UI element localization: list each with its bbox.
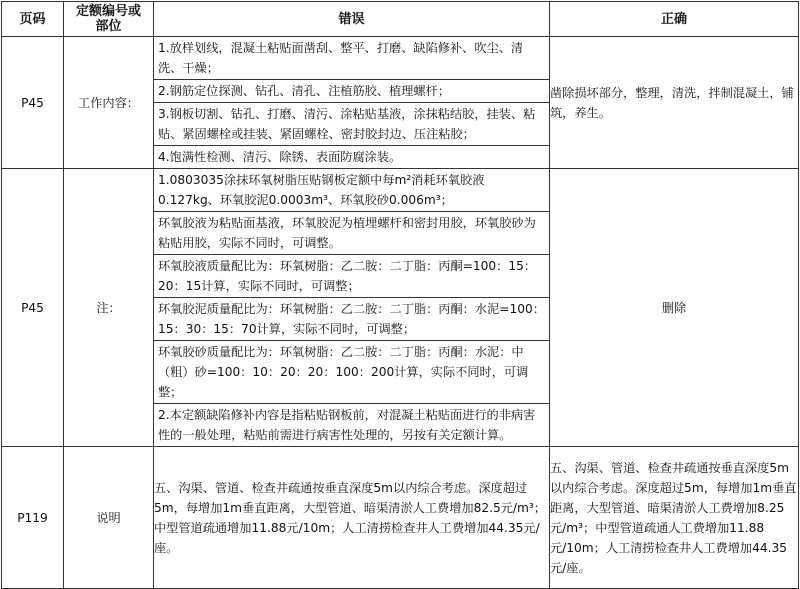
row-correct: 删除	[550, 169, 799, 447]
header-correct: 正确	[550, 2, 799, 37]
error-item: 3.钢板切割、钻孔、打磨、清污、涂粘贴基液，涂抹粘结胶，挂装、粘贴、紧固螺栓或挂装、紧固螺栓、密封胶封边、压注粘胶；	[154, 103, 549, 146]
table-row	[2, 169, 799, 447]
row-part: 工作内容：	[64, 37, 154, 169]
table-row	[2, 37, 799, 169]
row-correct: 凿除损坏部分，整理，清洗，拌制混凝土，铺筑，养生。	[550, 37, 799, 169]
error-item: 2.钢筋定位探测、钻孔、清孔、注植筋胶、植理螺杆；	[154, 80, 549, 103]
row-page: P119	[2, 447, 64, 589]
row-page: P45	[2, 37, 64, 169]
header-error: 错误	[154, 2, 550, 37]
error-item: 4.饱满性检测、清污、除锈、表面防腐涂装。	[158, 150, 402, 164]
row-errors	[154, 447, 550, 589]
error-item: 1.放样划线，混凝土粘贴面凿刮、整平、打磨、缺陷修补、吹尘、清洗、干燥；	[154, 37, 549, 80]
row-errors	[154, 37, 550, 169]
error-item: 五、沟渠、管道、检查井疏通按垂直深度5m以内综合考虑。深度超过5m，每增加1m垂直距离，大型管道、暗渠清淤人工费增加82.5元/m³；中型管道疏通增加11.88元/10m；人工清捞检查井人工费增加44.35元/座。	[154, 480, 546, 555]
error-item: 环氧胶液质量配比为：环氧树脂：乙二胺：二丁脂：丙酮=100：15：20：15计算，实际不同时，可调整；	[154, 255, 549, 298]
row-part: 说明	[64, 447, 154, 589]
row-correct: 五、沟渠、管道、检查井疏通按垂直深度5m以内综合考虑。深度超过5m，每增加1m垂直距离，大型管道、暗渠清淤人工费增加8.25元/m³；中型管道疏通人工费增加11.88元/10m；人工清捞检查井人工费增加44.35元/座。	[550, 447, 799, 589]
error-item: 2.本定额缺陷修补内容是指粘贴钢板前，对混凝土粘贴面进行的非病害性的一般处理，粘贴前需进行病害性处理的，另按有关定额计算。	[158, 408, 536, 442]
error-item: 环氧胶砂质量配比为：环氧树脂：乙二胺：二丁脂：丙酮：水泥：中（粗）砂=100：10：20：20：100：200计算，实际不同时，可调整；	[154, 341, 549, 404]
row-errors	[154, 169, 550, 447]
row-page: P45	[2, 169, 64, 447]
errata-table	[1, 1, 799, 589]
header-code: 定额编号或部位	[64, 2, 154, 37]
row-part: 注：	[64, 169, 154, 447]
header-row	[2, 2, 799, 37]
error-item: 环氧胶液为粘贴面基液，环氧胶泥为植埋螺杆和密封用胶，环氧胶砂为粘贴用胶，实际不同时，可调整。	[154, 212, 549, 255]
table-row	[2, 447, 799, 589]
error-item: 1.0803035涂抹环氧树脂压贴钢板定额中每m²消耗环氧胶液0.127kg、环氧胶泥0.0003m³、环氧胶砂0.006m³；	[154, 169, 549, 212]
header-page: 页码	[2, 2, 64, 37]
error-item: 环氧胶泥质量配比为：环氧树脂：乙二胺：二丁脂：丙酮：水泥=100：15：30：15：70计算，实际不同时，可调整；	[154, 298, 549, 341]
